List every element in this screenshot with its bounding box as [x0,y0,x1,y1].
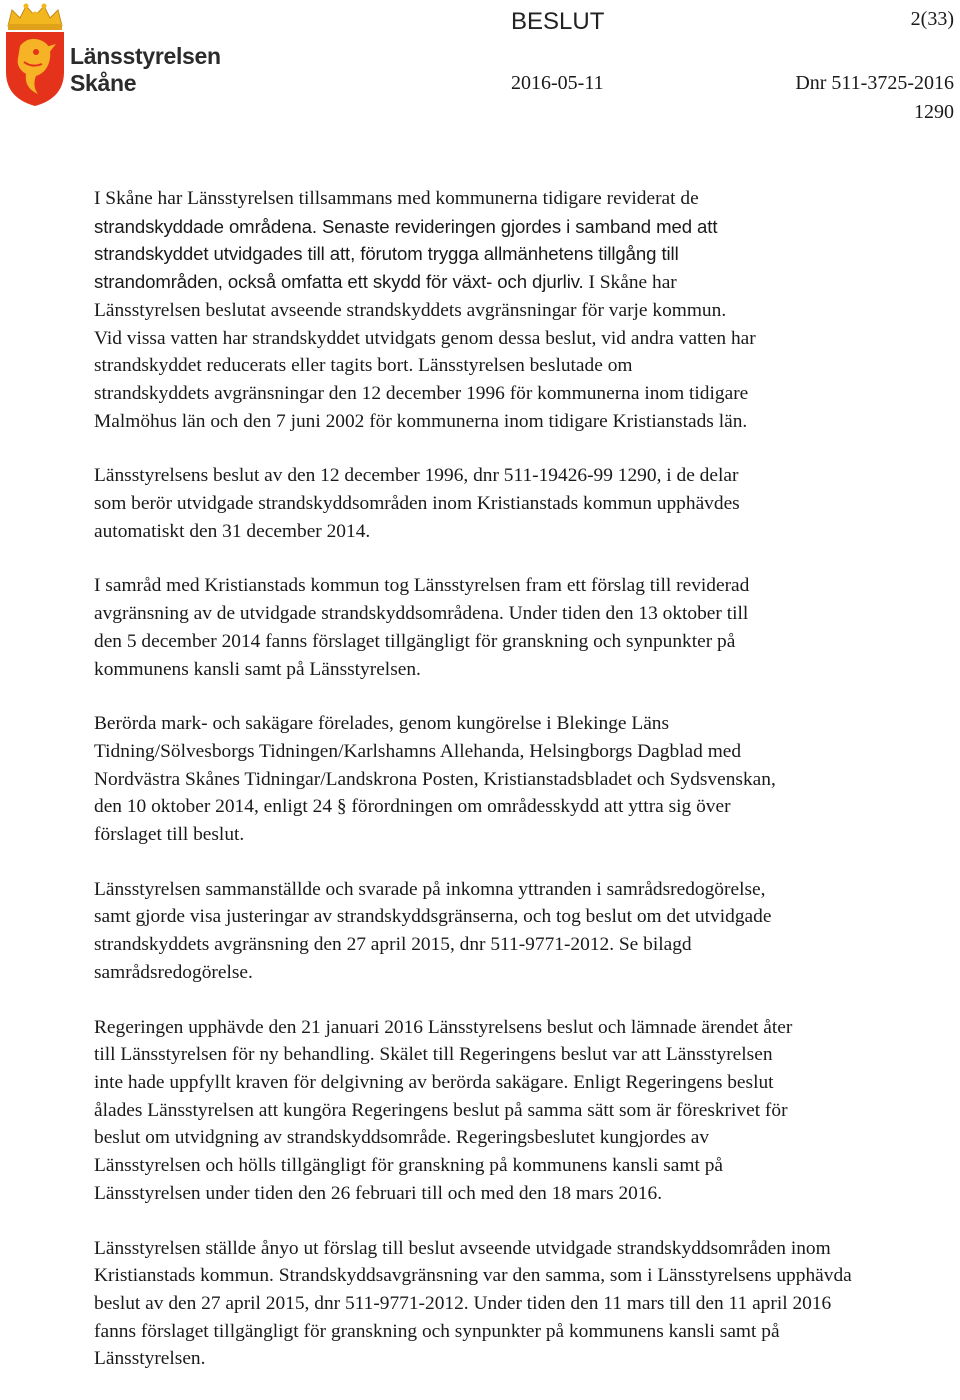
text-line: strandskyddets avgränsning den 27 april 2015, dnr 511-9771-2012. Se bilagd [94,934,692,956]
paragraph-4 [94,710,874,849]
text-line: Nordvästra Skånes Tidningar/Landskrona Posten, Kristianstadsbladet och Sydsvenskan, [94,768,776,790]
text-line: Länsstyrelsens beslut av den 12 december 1996, dnr 511-19426-99 1290, i de delar [94,465,739,487]
text-line: I Skåne har Länsstyrelsen tillsammans med kommunerna tidigare reviderat de [94,188,699,209]
text-line: fanns förslaget tillgängligt för granskning och synpunkter på kommunens kansli samt på [94,1320,780,1342]
document-type: BESLUT [511,8,605,35]
text-line: Malmöhus län och den 7 juni 2002 för kommunerna inom tidigare Kristianstads län. [94,410,748,432]
text-line: Länsstyrelsen sammanställde och svarade på inkomna yttranden i samrådsredogörelse, [94,878,766,900]
page-number: 2(33) [910,8,954,30]
text-line: den 10 oktober 2014, enligt 24 § förordningen om områdesskydd att yttra sig över [94,796,731,818]
paragraph-1 [94,185,874,435]
text-line: Tidning/Sölvesborgs Tidningen/Karlshamns Allehanda, Helsingborgs Dagblad med [94,740,742,762]
text-line: beslut av den 27 april 2015, dnr 511-9771-2012. Under tiden den 11 mars till den 11 april 2016 [94,1292,832,1314]
text-line: strandskyddets avgränsningar den 12 december 1996 för kommunerna inom tidigare [94,382,749,404]
text-line: samrådsredogörelse. [94,961,253,983]
text-line: Länsstyrelsen ställde ånyo ut förslag till beslut avseende utvidgade strandskyddsområden inom [94,1237,831,1259]
text-line: avgränsning av de utvidgade strandskyddsområdena. Under tiden den 13 oktober till [94,603,749,625]
text-line: I samråd med Kristianstads kommun tog Länsstyrelsen fram ett förslag till reviderad [94,575,750,597]
paragraph-3 [94,572,874,683]
text-line: kommunens kansli samt på Länsstyrelsen. [94,658,421,680]
text-fragment: strandområden, också omfatta ett skydd för växt- och djurliv. [94,271,584,293]
text-line: strandskyddet utvidgades till att, förutom trygga allmänhetens tillgång till [94,243,679,265]
text-line: inte hade uppfyllt kraven för delgivning av berörda sakägare. Enligt Regeringens beslut [94,1071,774,1093]
document-reference-number: Dnr 511-3725-2016 [795,72,954,94]
text-line: Kristianstads kommun. Strandskyddsavgränsning var den samma, som i Länsstyrelsens upphävda [94,1265,852,1287]
text-line: förslaget till beslut. [94,824,245,846]
org-name-line1: Länsstyrelsen [70,43,221,69]
organization-logo [0,0,221,110]
text-line: den 5 december 2014 fanns förslaget tillgängligt för granskning och synpunkter på [94,630,736,652]
paragraph-2 [94,462,874,545]
text-line: Länsstyrelsen. [94,1348,206,1370]
paragraph-6 [94,1014,874,1208]
text-line: Länsstyrelsen beslutat avseende strandskyddets avgränsningar för varje kommun. [94,299,727,321]
text-line: samt gjorde visa justeringar av strandskyddsgränserna, och tog beslut om det utvidgade [94,906,772,928]
text-line: ålades Länsstyrelsen att kungöra Regeringens beslut på samma sätt som är föreskrivet för [94,1099,788,1121]
text-fragment: I Skåne har [588,272,677,294]
text-line: som berör utvidgade strandskyddsområden inom Kristianstads kommun upphävdes [94,493,740,515]
text-line: strandskyddet reducerats eller tagits bort. Länsstyrelsen beslutade om [94,355,633,377]
text-line: Regeringen upphävde den 21 januari 2016 Länsstyrelsens beslut och lämnade ärendet åter [94,1016,793,1038]
text-line: Länsstyrelsen och hölls tillgängligt för granskning på kommunens kansli samt på [94,1155,724,1177]
text-line: Berörda mark- och sakägare förelades, genom kungörelse i Blekinge Läns [94,713,670,735]
text-line: till Länsstyrelsen för ny behandling. Skälet till Regeringens beslut var att Länsstyrelsen [94,1044,773,1066]
text-line: automatiskt den 31 december 2014. [94,520,371,542]
text-line: Länsstyrelsen under tiden den 26 februari till och med den 18 mars 2016. [94,1182,663,1204]
paragraph-7 [94,1235,874,1374]
text-line [94,268,874,297]
document-body [94,185,874,1400]
text-line: beslut om utvidgning av strandskyddsområde. Regeringsbeslutet kungjordes av [94,1127,710,1149]
document-reference-suffix: 1290 [914,101,954,123]
text-line: strandskyddade områdena. Senaste revideringen gjordes i samband med att [94,215,718,237]
text-line: Vid vissa vatten har strandskyddet utvidgats genom dessa beslut, vid andra vatten har [94,327,756,349]
paragraph-5 [94,876,874,987]
coat-of-arms-icon [2,2,68,108]
org-name-line2: Skåne [70,70,137,96]
document-date: 2016-05-11 [511,72,604,94]
